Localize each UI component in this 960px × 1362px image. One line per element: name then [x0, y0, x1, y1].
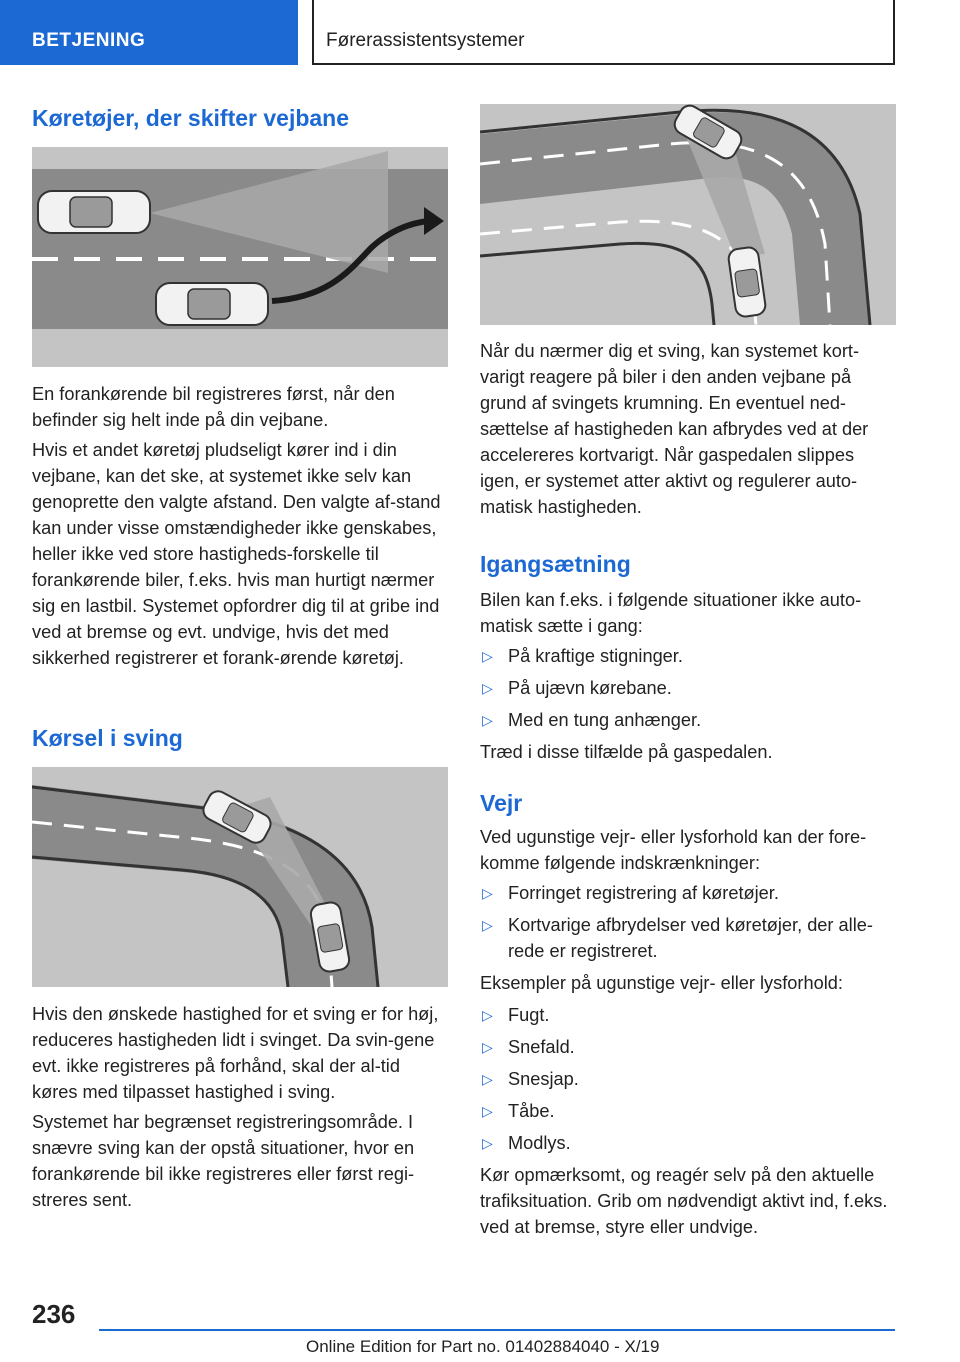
car-cutting-in-illustration — [156, 283, 268, 325]
list-item: ▷ Tåbe. — [480, 1098, 896, 1124]
triangle-right-icon: ▷ — [482, 1071, 493, 1087]
heading-weather: Vejr — [480, 790, 523, 816]
heading-start: Igangsætning — [480, 551, 631, 577]
list-item: ▷ På ujævn kørebane. — [480, 675, 896, 701]
triangle-right-icon: ▷ — [482, 1039, 493, 1055]
list-item: ▷ Snefald. — [480, 1034, 896, 1060]
list-weather-limits — [480, 880, 896, 970]
paragraph-r1: Når du nærmer dig et sving, kan systemet kort‐varigt reagere på biler i den anden vejbane på grund af svingets krumning. En eventuel ned‐sættelse af hastigheden kan afbrydes ved at der accelereres kortvarigt. Når gaspedalen slippes igen, er systemet atter aktivt og regulerer auto‐matisk hastigheden. — [480, 341, 869, 517]
footer-divider — [99, 1329, 895, 1331]
paragraph-1: En forankørende bil registreres først, når den befinder sig helt inde på din vejbane. — [32, 384, 395, 430]
list-item: ▷ Modlys. — [480, 1130, 896, 1156]
triangle-right-icon: ▷ — [482, 885, 493, 901]
footer-edition: Online Edition for Part no. 01402884040 - X/19 — [306, 1337, 660, 1356]
triangle-right-icon: ▷ — [482, 712, 493, 728]
list-weather-examples — [480, 1002, 896, 1162]
list-item: ▷ Kortvarige afbrydelser ved køretøjer, der alle‐rede er registreret. — [480, 912, 896, 964]
triangle-right-icon: ▷ — [482, 648, 493, 664]
triangle-right-icon: ▷ — [482, 1007, 493, 1023]
figure-curve — [32, 767, 448, 987]
heading-lane-change: Køretøjer, der skifter vejbane — [32, 105, 350, 131]
paragraph-3: Hvis den ønskede hastighed for et sving er for høj, reduceres hastigheden lidt i svinget. Da svin‐gene evt. ikke registreres på forhånd, skal der al‐tid køres med tilpasset hastighed i sving. — [32, 1004, 439, 1102]
car-front-illustration — [38, 191, 150, 233]
page-number: 236 — [32, 1299, 76, 1329]
section-title: BETJENING — [32, 30, 146, 51]
chapter-header — [312, 0, 895, 65]
paragraph-r4: Ved ugunstige vejr- eller lysforhold kan der fore‐komme følgende indskrænkninger: — [480, 827, 867, 873]
paragraph-r3: Træd i disse tilfælde på gaspedalen. — [480, 742, 773, 762]
triangle-right-icon: ▷ — [482, 1135, 493, 1151]
figure-lane-change — [32, 147, 448, 367]
triangle-right-icon: ▷ — [482, 917, 493, 933]
list-start-conditions — [480, 643, 896, 739]
paragraph-4: Systemet har begrænset registreringsområde. I snævre sving kan der opstå situationer, hvor en forankørende bil ikke registreres eller først regi‐streres sent. — [32, 1112, 415, 1210]
paragraph-r5: Eksempler på ugunstige vejr- eller lysforhold: — [480, 973, 843, 993]
list-item: ▷ På kraftige stigninger. — [480, 643, 896, 669]
triangle-right-icon: ▷ — [482, 1103, 493, 1119]
paragraph-r6: Kør opmærksomt, og reagér selv på den aktuelle trafiksituation. Grib om nødvendigt aktivt ind, f.eks. ved at bremse, styre eller undvige. — [480, 1165, 888, 1237]
section-tab — [0, 0, 298, 65]
list-item: ▷ Forringet registrering af køretøjer. — [480, 880, 896, 906]
triangle-right-icon: ▷ — [482, 680, 493, 696]
list-item: ▷ Fugt. — [480, 1002, 896, 1028]
paragraph-2: Hvis et andet køretøj pludseligt kører ind i din vejbane, kan det ske, at systemet ikke selv kan genoprette den valgte afstand. Den valgte af‐stand kan under visse omstændigheder ikke genskabes, heller ikke ved store hastigheds‐forskelle til forankørende biler, f.eks. hvis man hurtigt nærmer sig en lastbil. Systemet opfordrer dig til at gribe ind ved at bremse og evt. undvige, hvis det med sikkerhed registrerer et forank‐ørende køretøj. — [32, 440, 441, 668]
figure-curve-adjacent-lane — [480, 104, 896, 325]
paragraph-r2: Bilen kan f.eks. i følgende situationer ikke auto‐matisk sætte i gang: — [480, 590, 862, 636]
chapter-title: Førerassistentsystemer — [326, 30, 525, 51]
list-item: ▷ Med en tung anhænger. — [480, 707, 896, 733]
list-item: ▷ Snesjap. — [480, 1066, 896, 1092]
heading-curve: Kørsel i sving — [32, 725, 183, 751]
